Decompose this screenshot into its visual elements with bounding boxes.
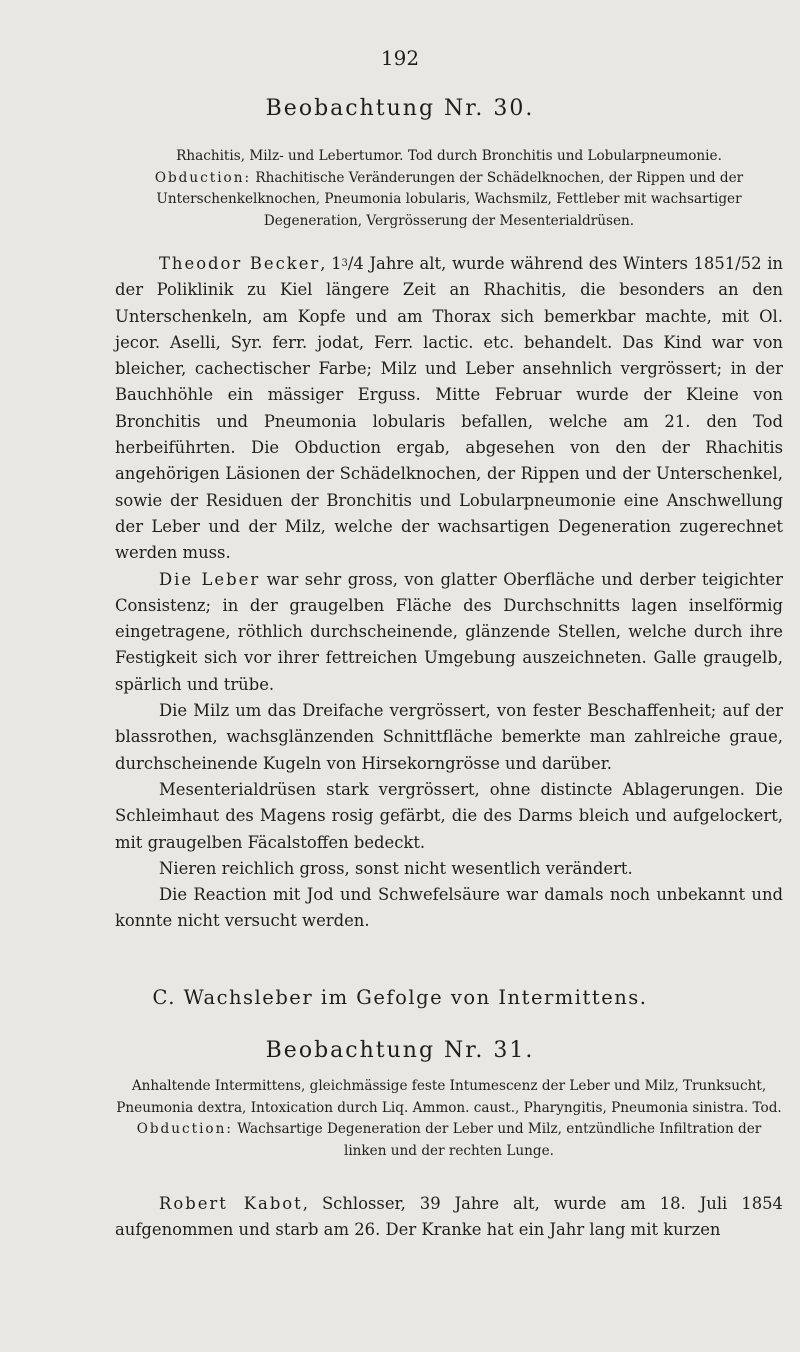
paragraph: Die Milz um das Dreifache vergrössert, von fester Beschaffenheit; auf der blassrothen, wachsglänzenden Schnittfläche bemerkte man zahlreiche graue, durchscheinende Kugeln von Hirsekorngrösse und darüber. xyxy=(115,701,783,773)
observation-30-diagnosis: Rhachitis, Milz- und Lebertumor. Tod durch Bronchitis und Lobularpneumonie. xyxy=(176,148,722,164)
obduction-label: Obduction: xyxy=(136,1121,233,1137)
age-whole: , 1 xyxy=(320,254,342,273)
paragraph: Nieren reichlich gross, sonst nicht wesentlich verändert. xyxy=(159,858,633,878)
patient-name: Robert Kabot xyxy=(159,1194,303,1213)
observation-30-body xyxy=(115,251,783,935)
observation-31-summary xyxy=(115,1076,783,1162)
obduction-label: Obduction: xyxy=(154,169,252,186)
obduction-findings: Wachsartige Degeneration der Leber und Milz, entzündliche Infiltration der linken und der rechten Lunge. xyxy=(237,1121,762,1159)
observation-30-title: Beobachtung Nr. 30. xyxy=(265,96,535,121)
obduction-findings: Rhachitische Veränderungen der Schädelknochen, der Rippen und der Unterschenkelknochen, Pneumonia lobularis, Wachsmilz, Fettleber mit wachsartiger Degeneration, Vergrösserung der Mesenterialdrüsen. xyxy=(156,169,744,229)
paragraph-text: war sehr gross, von glatter Oberfläche und derber teigichter Consistenz; in der graugelben Fläche des Durchschnitts lagen inselförmig eingetragene, röthlich durchscheinende, glänzende Stellen, welche durch ihre Festigkeit sich vor ihrer fettreichen Umgebung auszeichneten. Galle graugelb, spärlich und trübe. xyxy=(115,569,784,694)
paragraph xyxy=(115,567,783,698)
observation-31-obduction xyxy=(115,1119,783,1162)
paragraph-text: Jahre alt, wurde während des Winters 1851/52 in der Poliklinik zu Kiel längere Zeit an Rhachitis, die besonders an den Unterschenkeln, am Kopfe und am Thorax sich bemerkbar machte, mit Ol. jecor. Aselli, Syr. ferr. jodat, Ferr. lactic. etc. behandelt. Das Kind war von bleicher, cachectischer Farbe; Milz und Leber ansehnlich vergrössert; in der Bauchhöhle ein mässiger Erguss. Mitte Februar wurde der Kleine von Bronchitis und Pneumonia lobularis befallen, welche am 21. den Tod herbeiführten. Die Obduction ergab, abgesehen von den der Rhachitis angehörigen Läsionen der Schädelknochen, der Rippen und der Unterschenkel, sowie der Residuen der Bronchitis und Lobularpneumonie eine Anschwellung der Leber und der Milz, welche der wachsartigen Degeneration zugerechnet werden muss. xyxy=(115,254,783,563)
section-c-heading: C. Wachsleber im Gefolge von Intermittens. xyxy=(152,986,648,1009)
paragraph: Mesenterialdrüsen stark vergrössert, ohne distincte Ablagerungen. Die Schleimhaut des Magens rosig gefärbt, die des Darms bleich und aufgelockert, mit graugelben Fäcalstoffen bedeckt. xyxy=(115,779,783,852)
organ-label: Die Leber xyxy=(159,569,261,589)
age-fraction-numerator: 3 xyxy=(341,258,348,269)
age-fraction-denominator: /4 xyxy=(347,254,364,273)
observation-31-title: Beobachtung Nr. 31. xyxy=(265,1038,535,1063)
observation-30-summary xyxy=(115,146,783,232)
paragraph-text: , Schlosser, 39 Jahre alt, wurde am 18. Juli 1854 aufgenommen und starb am 26. Der Kranke hat ein Jahr lang mit kurzen xyxy=(115,1194,783,1240)
paragraph xyxy=(115,251,783,567)
observation-31-diagnosis: Anhaltende Intermittens, gleichmässige feste Intumescenz der Leber und Milz, Trunksucht, Pneumonia dextra, Intoxication durch Liq. Ammon. caust., Pharyngitis, Pneumonia sinistra. Tod. xyxy=(116,1078,782,1116)
patient-name: Theodor Becker xyxy=(159,254,321,273)
page-number: 192 xyxy=(380,46,420,70)
observation-30-obduction xyxy=(115,168,783,233)
paragraph xyxy=(115,1191,783,1244)
observation-31-body xyxy=(115,1191,783,1244)
paragraph: Die Reaction mit Jod und Schwefelsäure war damals noch unbekannt und konnte nicht versucht werden. xyxy=(115,885,783,931)
